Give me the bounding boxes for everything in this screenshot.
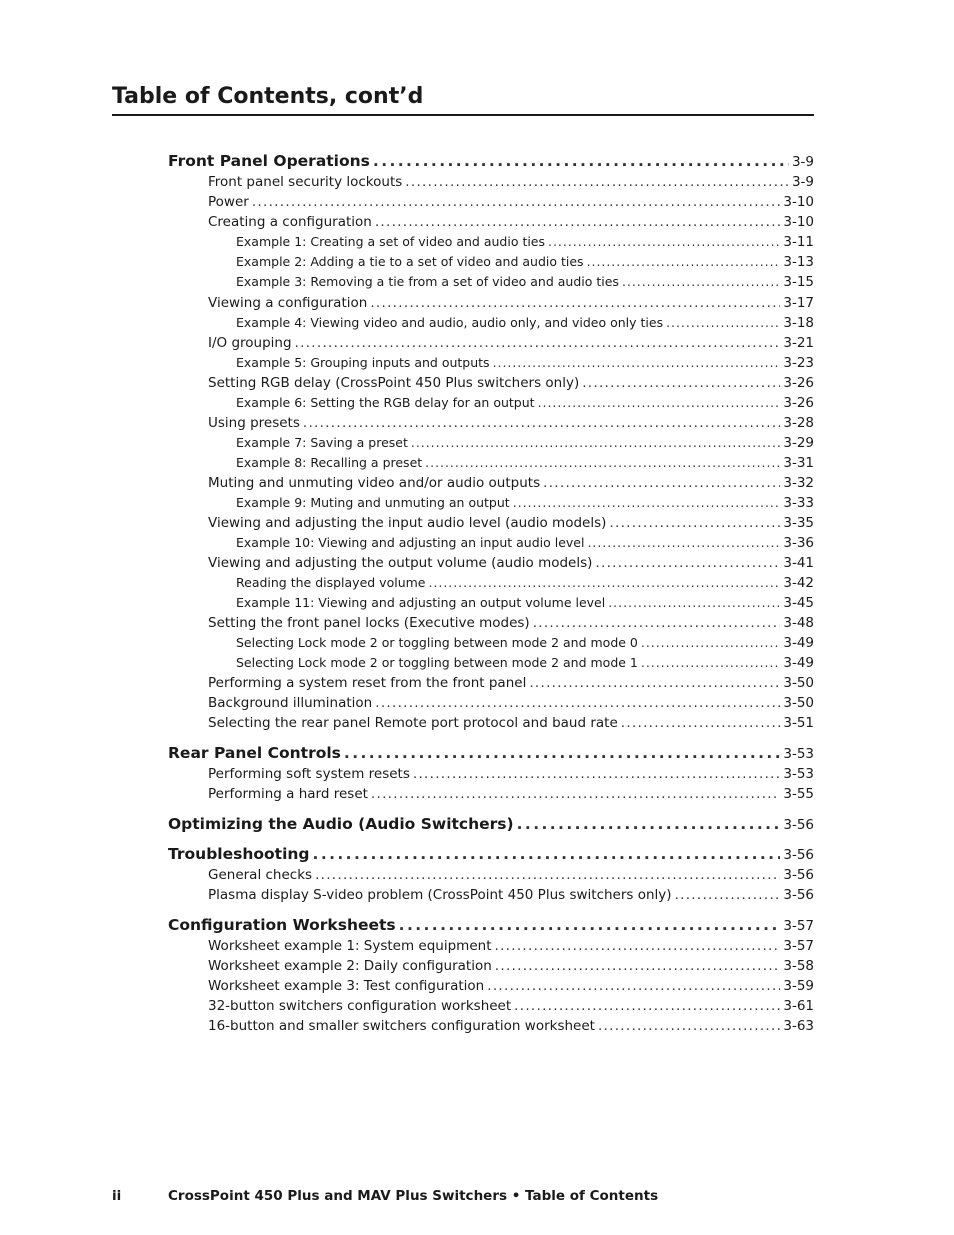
toc-entry[interactable] xyxy=(168,355,814,375)
toc-dot-leader xyxy=(621,715,781,731)
toc-dot-leader xyxy=(538,395,781,410)
toc-entry-title: Using presets xyxy=(208,415,300,431)
toc-entry-title: Viewing and adjusting the output volume (audio models) xyxy=(208,555,593,571)
toc-entry-page: 3-10 xyxy=(783,214,814,230)
toc-entry-page: 3-56 xyxy=(783,887,814,903)
toc-entry[interactable] xyxy=(168,274,814,294)
footer-text: CrossPoint 450 Plus and MAV Plus Switchers • Table of Contents xyxy=(168,1188,659,1204)
toc-entry-page: 3-28 xyxy=(783,415,814,431)
toc-entry[interactable] xyxy=(168,375,814,395)
toc-dot-leader xyxy=(666,315,780,330)
toc-entry-title: Performing a system reset from the front panel xyxy=(208,675,527,691)
toc-entry-title: Example 2: Adding a tie to a set of video and audio ties xyxy=(236,254,584,269)
toc-entry-page: 3-42 xyxy=(783,575,814,591)
toc-entry[interactable] xyxy=(168,234,814,254)
toc-entry[interactable] xyxy=(168,938,814,958)
toc-dot-leader xyxy=(675,887,781,903)
toc-dot-leader xyxy=(493,355,781,370)
toc-entry[interactable] xyxy=(168,335,814,355)
toc-entry-page: 3-26 xyxy=(783,395,814,411)
toc-entry[interactable] xyxy=(168,675,814,695)
toc-entry-title: Muting and unmuting video and/or audio outputs xyxy=(208,475,541,491)
toc-entry-title: Selecting Lock mode 2 or toggling between mode 2 and mode 1 xyxy=(236,655,638,670)
toc-dot-leader xyxy=(315,867,780,883)
toc-entry[interactable] xyxy=(168,998,814,1018)
toc-entry-page: 3-59 xyxy=(783,978,814,994)
toc-entry-page: 3-50 xyxy=(783,695,814,711)
toc-entry[interactable] xyxy=(168,867,814,887)
toc-entry[interactable] xyxy=(168,555,814,575)
toc-entry-title: Troubleshooting xyxy=(168,845,310,863)
toc-entry[interactable] xyxy=(168,695,814,715)
toc-entry-title: Worksheet example 2: Daily configuration xyxy=(208,958,492,974)
toc-entry-page: 3-49 xyxy=(783,635,814,651)
toc-dot-leader xyxy=(514,998,780,1014)
toc-entry[interactable] xyxy=(168,958,814,978)
toc-dot-leader xyxy=(371,786,780,802)
toc-dot-leader xyxy=(487,978,780,994)
toc-entry-page: 3-55 xyxy=(783,786,814,802)
toc-entry-title: Example 1: Creating a set of video and audio ties xyxy=(236,234,546,249)
toc-dot-leader xyxy=(413,766,780,782)
toc-dot-leader xyxy=(513,495,781,510)
toc-entry-page: 3-23 xyxy=(783,355,814,371)
toc-entry[interactable] xyxy=(168,1018,814,1038)
toc-entry-page: 3-56 xyxy=(783,847,814,863)
toc-entry[interactable] xyxy=(168,395,814,415)
page-title: Table of Contents, cont’d xyxy=(112,80,814,116)
toc-entry[interactable] xyxy=(168,415,814,435)
toc-entry-title: Example 11: Viewing and adjusting an output volume level xyxy=(236,595,606,610)
toc-entry[interactable] xyxy=(168,715,814,735)
toc-section-entry[interactable] xyxy=(168,815,814,835)
toc-entry-title: Worksheet example 3: Test configuration xyxy=(208,978,485,994)
toc-entry-page: 3-32 xyxy=(783,475,814,491)
toc-entry-page: 3-26 xyxy=(783,375,814,391)
toc-entry[interactable] xyxy=(168,887,814,907)
toc-entry-page: 3-57 xyxy=(783,938,814,954)
toc-entry[interactable] xyxy=(168,295,814,315)
toc-entry-page: 3-9 xyxy=(791,154,814,170)
toc-dot-leader xyxy=(375,695,780,711)
toc-dot-leader xyxy=(622,274,780,289)
toc-entry-page: 3-61 xyxy=(783,998,814,1014)
toc-dot-leader xyxy=(641,635,780,650)
toc-entry[interactable] xyxy=(168,254,814,274)
toc-entry-page: 3-31 xyxy=(783,455,814,471)
toc-dot-leader xyxy=(495,938,781,954)
toc-entry[interactable] xyxy=(168,315,814,335)
toc-dot-leader xyxy=(344,744,780,762)
toc-entry-page: 3-49 xyxy=(783,655,814,671)
toc-entry[interactable] xyxy=(168,194,814,214)
toc-entry[interactable] xyxy=(168,978,814,998)
toc-section-entry[interactable] xyxy=(168,845,814,865)
toc-entry-title: Optimizing the Audio (Audio Switchers) xyxy=(168,815,514,833)
toc-dot-leader xyxy=(608,595,780,610)
toc-entry[interactable] xyxy=(168,655,814,675)
toc-entry-page: 3-50 xyxy=(783,675,814,691)
toc-entry-page: 3-36 xyxy=(783,535,814,551)
toc-dot-leader xyxy=(587,254,781,269)
toc-section-entry[interactable] xyxy=(168,744,814,764)
page-footer xyxy=(112,1188,814,1210)
toc-entry-title: Setting the front panel locks (Executive modes) xyxy=(208,615,530,631)
toc-dot-leader xyxy=(598,1018,780,1034)
toc-dot-leader xyxy=(429,575,781,590)
toc-dot-leader xyxy=(641,655,780,670)
toc-entry-title: Example 6: Setting the RGB delay for an output xyxy=(236,395,535,410)
toc-entry-title: Rear Panel Controls xyxy=(168,744,341,762)
toc-entry-page: 3-63 xyxy=(783,1018,814,1034)
toc-entry-title: Example 7: Saving a preset xyxy=(236,435,408,450)
toc-entry[interactable] xyxy=(168,455,814,475)
toc-dot-leader xyxy=(533,615,781,631)
toc-entry[interactable] xyxy=(168,535,814,555)
toc-entry-title: Example 3: Removing a tie from a set of video and audio ties xyxy=(236,274,619,289)
toc-dot-leader xyxy=(375,214,781,230)
toc-entry[interactable] xyxy=(168,766,814,786)
toc-dot-leader xyxy=(295,335,781,351)
toc-entry-page: 3-29 xyxy=(783,435,814,451)
footer-page-number: ii xyxy=(112,1188,122,1204)
toc-dot-leader xyxy=(517,815,781,833)
toc-section-entry[interactable] xyxy=(168,916,814,936)
toc-entry-title: Viewing and adjusting the input audio level (audio models) xyxy=(208,515,607,531)
toc-entry-title: 16-button and smaller switchers configuration worksheet xyxy=(208,1018,595,1034)
toc-entry-title: Power xyxy=(208,194,249,210)
toc-dot-leader xyxy=(529,675,780,691)
toc-entry-title: Front Panel Operations xyxy=(168,152,370,170)
toc-entry-title: Performing a hard reset xyxy=(208,786,368,802)
toc-entry-page: 3-11 xyxy=(783,234,814,250)
toc-entry-title: Creating a configuration xyxy=(208,214,372,230)
toc-entry-title: Background illumination xyxy=(208,695,373,711)
toc-entry-title: Worksheet example 1: System equipment xyxy=(208,938,492,954)
toc-entry[interactable] xyxy=(168,214,814,234)
toc-entry-title: Plasma display S-video problem (CrossPoint 450 Plus switchers only) xyxy=(208,887,672,903)
toc-dot-leader xyxy=(373,152,789,170)
toc-dot-leader xyxy=(399,916,781,934)
toc-dot-leader xyxy=(543,475,780,491)
toc-entry-title: Setting RGB delay (CrossPoint 450 Plus switchers only) xyxy=(208,375,580,391)
toc-entry-page: 3-45 xyxy=(783,595,814,611)
toc-entry-title: Example 5: Grouping inputs and outputs xyxy=(236,355,490,370)
toc-entry-title: Example 10: Viewing and adjusting an input audio level xyxy=(236,535,585,550)
toc-entry-page: 3-53 xyxy=(783,766,814,782)
toc-entry-page: 3-17 xyxy=(783,295,814,311)
toc-entry-page: 3-33 xyxy=(783,495,814,511)
toc-entry-page: 3-13 xyxy=(783,254,814,270)
toc-entry-page: 3-58 xyxy=(783,958,814,974)
toc-entry-page: 3-41 xyxy=(783,555,814,571)
toc-dot-leader xyxy=(425,455,780,470)
toc-entry-page: 3-18 xyxy=(783,315,814,331)
toc-entry-title: Example 4: Viewing video and audio, audio only, and video only ties xyxy=(236,315,664,330)
toc-entry[interactable] xyxy=(168,595,814,615)
toc-dot-leader xyxy=(303,415,780,431)
toc-entry-page: 3-10 xyxy=(783,194,814,210)
toc-entry-title: Selecting the rear panel Remote port protocol and baud rate xyxy=(208,715,618,731)
toc-entry[interactable] xyxy=(168,786,814,806)
toc-entry[interactable] xyxy=(168,475,814,495)
toc-dot-leader xyxy=(370,295,780,311)
toc-entry-page: 3-15 xyxy=(783,274,814,290)
toc-entry[interactable] xyxy=(168,174,814,194)
toc-dot-leader xyxy=(252,194,781,210)
toc-entry-page: 3-51 xyxy=(783,715,814,731)
toc-dot-leader xyxy=(548,234,780,249)
toc-dot-leader xyxy=(405,174,789,190)
toc-entry-page: 3-53 xyxy=(783,746,814,762)
toc-entry-title: I/O grouping xyxy=(208,335,292,351)
toc-entry-page: 3-48 xyxy=(783,615,814,631)
toc-entry[interactable] xyxy=(168,575,814,595)
toc-entry[interactable] xyxy=(168,635,814,655)
toc-entry-page: 3-21 xyxy=(783,335,814,351)
toc-dot-leader xyxy=(595,555,780,571)
toc-dot-leader xyxy=(582,375,780,391)
toc-dot-leader xyxy=(411,435,780,450)
toc-dot-leader xyxy=(313,845,781,863)
toc-entry-title: 32-button switchers configuration worksheet xyxy=(208,998,512,1014)
toc-entry[interactable] xyxy=(168,615,814,635)
toc-entry-page: 3-57 xyxy=(783,918,814,934)
toc-section-entry[interactable] xyxy=(168,152,814,172)
toc-entry[interactable] xyxy=(168,515,814,535)
toc-entry-title: Selecting Lock mode 2 or toggling between mode 2 and mode 0 xyxy=(236,635,638,650)
toc-entry[interactable] xyxy=(168,495,814,515)
toc-entry-page: 3-35 xyxy=(783,515,814,531)
toc-entry-title: Front panel security lockouts xyxy=(208,174,403,190)
toc-entry-title: Configuration Worksheets xyxy=(168,916,396,934)
toc-entry-title: Example 8: Recalling a preset xyxy=(236,455,423,470)
toc-entry-page: 3-56 xyxy=(783,867,814,883)
toc-dot-leader xyxy=(495,958,781,974)
toc-entry-page: 3-9 xyxy=(791,174,814,190)
toc-entry-title: Viewing a configuration xyxy=(208,295,368,311)
toc-entry[interactable] xyxy=(168,435,814,455)
toc-dot-leader xyxy=(609,515,780,531)
toc-entry-title: Reading the displayed volume xyxy=(236,575,426,590)
toc-entry-title: General checks xyxy=(208,867,313,883)
toc-entry-page: 3-56 xyxy=(783,817,814,833)
toc-dot-leader xyxy=(587,535,780,550)
toc-entry-title: Performing soft system resets xyxy=(208,766,410,782)
toc-entry-title: Example 9: Muting and unmuting an output xyxy=(236,495,510,510)
